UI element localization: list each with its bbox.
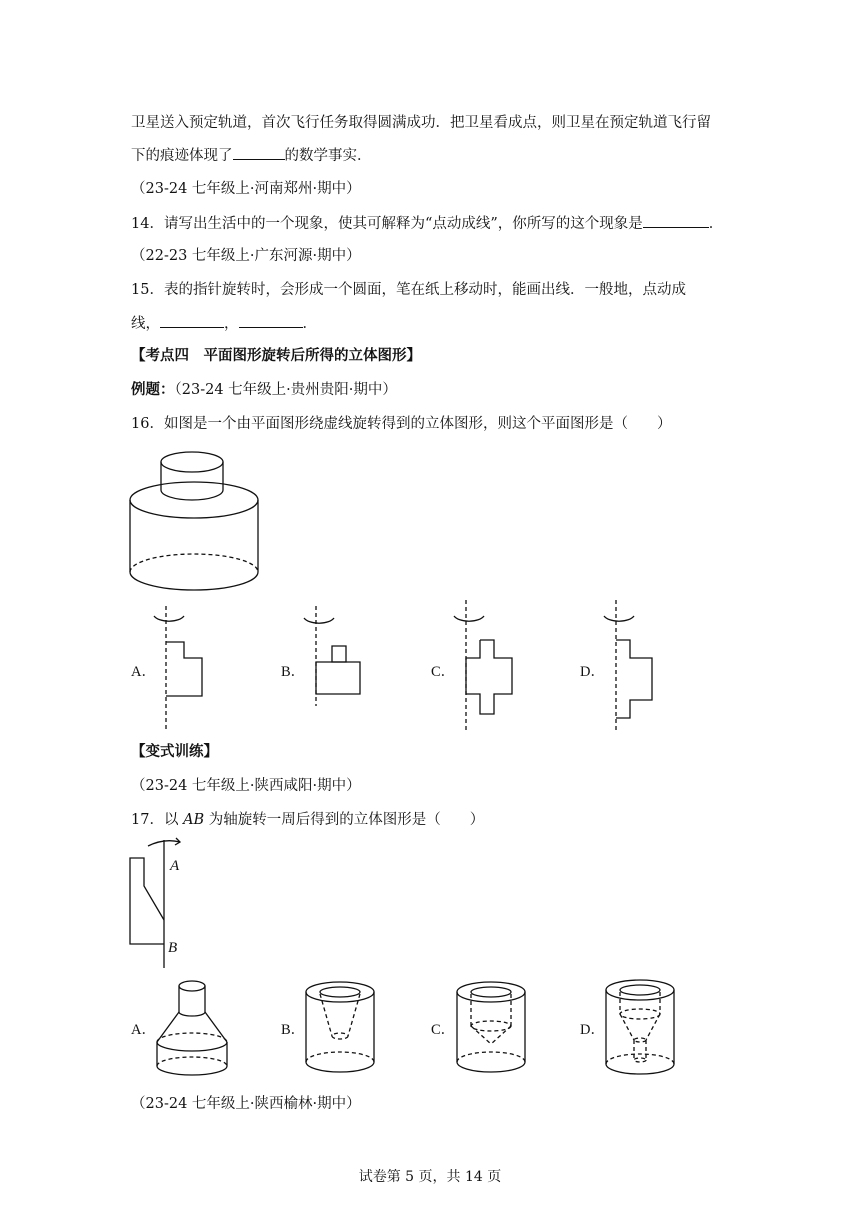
q16-option-a-label: A．	[131, 664, 156, 680]
answer-blank	[643, 213, 709, 228]
q16-solid-figure	[126, 448, 266, 593]
q17-text	[131, 810, 484, 830]
answer-blank	[233, 145, 285, 160]
q17-option-c-label: C．	[431, 1022, 456, 1038]
q14-text	[131, 213, 723, 234]
q16-option-c-figure[interactable]	[450, 600, 516, 732]
point-a-label: A	[170, 858, 180, 874]
q17-post: 为轴旋转一周后得到的立体图形是（ ）	[204, 812, 485, 828]
source-yulin: （23-24 七年级上·陕西榆林·期中）	[131, 1096, 361, 1112]
q17-axis: AB	[183, 812, 205, 828]
source-heyuan: （22-23 七年级上·广东河源·期中）	[131, 248, 361, 264]
point-b-label: B	[168, 940, 178, 956]
q16-option-b-label: B．	[281, 664, 306, 680]
q16-option-d-figure[interactable]	[600, 600, 660, 732]
q17-plane-figure	[126, 836, 196, 970]
q16-option-c-label: C．	[431, 664, 456, 680]
example-source: （23-24 七年级上·贵州贵阳·期中）	[174, 382, 397, 398]
answer-blank-2	[239, 313, 303, 328]
example-label: 例题：	[131, 381, 175, 398]
q16-option-a-figure[interactable]	[150, 606, 210, 732]
q17-option-c-figure[interactable]	[453, 980, 531, 1076]
q16-text: 16．如图是一个由平面图形绕虚线旋转得到的立体图形，则这个平面图形是（ ）	[131, 416, 672, 432]
q15-line2-pre: 线，	[131, 316, 160, 332]
example-line	[131, 380, 397, 400]
q13-line2-post: 的数学事实．	[284, 148, 372, 164]
q17-option-b-figure[interactable]	[302, 980, 380, 1076]
q17-option-d-figure[interactable]	[602, 978, 680, 1078]
source-xianyang: （23-24 七年级上·陕西咸阳·期中）	[131, 778, 361, 794]
q15-text-line1: 15．表的指针旋转时，会形成一个圆面，笔在纸上移动时，能画出线．一般地，点动成	[131, 282, 686, 298]
q15-text-line2	[131, 313, 317, 334]
variant-title: 【变式训练】	[131, 743, 218, 760]
q15-sep: ，	[224, 316, 239, 332]
q14-end: ．	[708, 216, 724, 232]
q13-line2-pre: 下的痕迹体现了	[131, 148, 233, 164]
q16-option-d-label: D．	[580, 664, 605, 680]
q17-option-a-figure[interactable]	[152, 978, 236, 1078]
q14-body: 14．请写出生活中的一个现象，使其可解释为“点动成线”，你所写的这个现象是	[131, 216, 643, 232]
page-footer: 试卷第 5 页，共 14 页	[358, 1169, 502, 1185]
source-zhengzhou: （23-24 七年级上·河南郑州·期中）	[131, 181, 361, 197]
q13-text-line1: 卫星送入预定轨道，首次飞行任务取得圆满成功．把卫星看成点，则卫星在预定轨道飞行留	[131, 115, 711, 131]
q17-option-d-label: D．	[580, 1022, 605, 1038]
q16-option-b-figure[interactable]	[300, 606, 366, 706]
answer-blank-1	[160, 313, 224, 328]
q13-text-line2	[131, 145, 372, 166]
q17-option-a-label: A．	[131, 1022, 156, 1038]
q17-pre: 17．以	[131, 812, 184, 828]
q15-end: ．	[302, 316, 317, 332]
q17-option-b-label: B．	[281, 1022, 306, 1038]
section-title: 【考点四 平面图形旋转后所得的立体图形】	[131, 347, 421, 364]
